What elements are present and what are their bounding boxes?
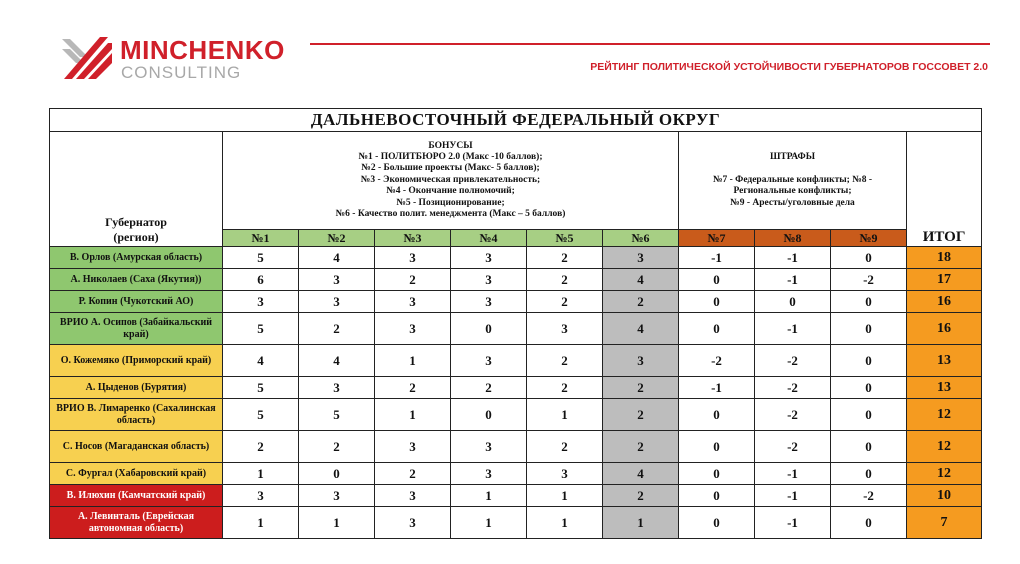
score-cell: 1 <box>527 399 603 431</box>
criterion-header: №6 <box>603 230 679 247</box>
table-row <box>50 291 982 313</box>
score-cell: 3 <box>603 345 679 377</box>
governor-header-line: Губернатор <box>105 215 167 229</box>
score-cell: 3 <box>375 485 451 507</box>
score-cell: 0 <box>831 247 907 269</box>
score-cell: 3 <box>223 485 299 507</box>
logo-stripes-icon <box>62 33 112 81</box>
score-cell: 3 <box>299 291 375 313</box>
criterion-header: №5 <box>527 230 603 247</box>
total-score: 16 <box>907 291 982 313</box>
score-cell: -2 <box>755 399 831 431</box>
fines-header <box>679 132 907 230</box>
criterion-header: №2 <box>299 230 375 247</box>
score-cell: 2 <box>603 291 679 313</box>
score-cell: 5 <box>223 377 299 399</box>
score-cell: 2 <box>603 377 679 399</box>
score-cell: 2 <box>527 431 603 463</box>
score-cell: -2 <box>679 345 755 377</box>
table-row <box>50 463 982 485</box>
score-cell: 3 <box>375 247 451 269</box>
governor-name: В. Илюхин (Камчатский край) <box>50 485 223 507</box>
score-cell: 3 <box>451 291 527 313</box>
bonus-line: №6 - Качество полит. менеджмента (Макс – 5 баллов) <box>335 209 566 220</box>
score-cell: 2 <box>451 377 527 399</box>
score-cell: 3 <box>451 247 527 269</box>
score-cell: 4 <box>299 247 375 269</box>
total-score: 12 <box>907 431 982 463</box>
score-cell: -1 <box>755 313 831 345</box>
score-cell: 2 <box>527 269 603 291</box>
governor-name: В. Орлов (Амурская область) <box>50 247 223 269</box>
total-score: 7 <box>907 507 982 539</box>
score-cell: 5 <box>223 247 299 269</box>
bonus-line: №2 - Большие проекты (Макс- 5 баллов); <box>361 163 540 174</box>
score-cell: 2 <box>527 247 603 269</box>
score-cell: 2 <box>375 463 451 485</box>
total-score: 10 <box>907 485 982 507</box>
score-cell: 2 <box>603 485 679 507</box>
score-cell: 1 <box>603 507 679 539</box>
score-cell: 3 <box>451 463 527 485</box>
score-cell: -1 <box>679 247 755 269</box>
score-cell: 3 <box>299 485 375 507</box>
table-row <box>50 431 982 463</box>
score-cell: 4 <box>299 345 375 377</box>
score-cell: -2 <box>831 269 907 291</box>
fines-title: ШТРАФЫ <box>769 151 816 162</box>
total-score: 17 <box>907 269 982 291</box>
score-cell: 3 <box>375 291 451 313</box>
region-header-line: (регион) <box>113 230 159 244</box>
score-cell: 1 <box>299 507 375 539</box>
score-cell: 0 <box>679 485 755 507</box>
governor-name: А. Цыденов (Бурятия) <box>50 377 223 399</box>
score-cell: 0 <box>679 431 755 463</box>
score-cell: 0 <box>831 431 907 463</box>
score-cell: 2 <box>375 269 451 291</box>
bonus-line: №1 - ПОЛИТБЮРО 2.0 (Макс -10 баллов); <box>358 151 543 162</box>
bonus-title: БОНУСЫ <box>428 140 473 151</box>
score-cell: 1 <box>527 485 603 507</box>
score-cell: 1 <box>451 485 527 507</box>
table-row <box>50 507 982 539</box>
score-cell: 5 <box>223 313 299 345</box>
score-cell: 0 <box>679 507 755 539</box>
rating-table <box>49 108 982 539</box>
logo-title: MINCHENKO <box>120 35 285 65</box>
score-cell: 4 <box>223 345 299 377</box>
total-score: 18 <box>907 247 982 269</box>
governor-name: ВРИО А. Осипов (Забайкальский край) <box>50 313 223 345</box>
score-cell: 0 <box>831 291 907 313</box>
governor-name: О. Кожемяко (Приморский край) <box>50 345 223 377</box>
score-cell: 3 <box>299 269 375 291</box>
score-cell: 3 <box>451 345 527 377</box>
total-score: 13 <box>907 377 982 399</box>
score-cell: 0 <box>831 507 907 539</box>
score-cell: -2 <box>831 485 907 507</box>
score-cell: 0 <box>831 377 907 399</box>
score-cell: 2 <box>299 313 375 345</box>
table-row <box>50 377 982 399</box>
score-cell: 2 <box>603 431 679 463</box>
score-cell: 2 <box>223 431 299 463</box>
score-cell: 3 <box>527 463 603 485</box>
score-cell: 4 <box>603 269 679 291</box>
criterion-header: №4 <box>451 230 527 247</box>
score-cell: 0 <box>831 313 907 345</box>
score-cell: -1 <box>755 269 831 291</box>
score-cell: 3 <box>527 313 603 345</box>
score-cell: 5 <box>299 399 375 431</box>
score-cell: 5 <box>223 399 299 431</box>
score-cell: 1 <box>375 399 451 431</box>
score-cell: 0 <box>679 269 755 291</box>
total-column-header: ИТОГ <box>907 132 982 247</box>
total-score: 12 <box>907 399 982 431</box>
governor-name: А. Левинталь (Еврейская автономная область) <box>50 507 223 539</box>
fines-line: №7 - Федеральные конфликты; №8 - <box>712 174 873 185</box>
table-row <box>50 485 982 507</box>
criterion-header: №7 <box>679 230 755 247</box>
score-cell: 4 <box>603 313 679 345</box>
score-cell: 3 <box>223 291 299 313</box>
score-cell: 1 <box>223 507 299 539</box>
district-title: ДАЛЬНЕВОСТОЧНЫЙ ФЕДЕРАЛЬНЫЙ ОКРУГ <box>50 109 982 132</box>
score-cell: -1 <box>679 377 755 399</box>
score-cell: 0 <box>451 399 527 431</box>
score-cell: 2 <box>375 377 451 399</box>
table-row <box>50 269 982 291</box>
score-cell: 2 <box>527 291 603 313</box>
table-row <box>50 399 982 431</box>
score-cell: 0 <box>831 399 907 431</box>
governor-name: Р. Копин (Чукотский АО) <box>50 291 223 313</box>
total-score: 16 <box>907 313 982 345</box>
fines-line: Региональные конфликты; <box>733 186 852 197</box>
score-cell: 1 <box>375 345 451 377</box>
score-cell: -1 <box>755 507 831 539</box>
governor-column-header <box>50 132 223 247</box>
score-cell: 3 <box>375 313 451 345</box>
fines-line: №9 - Аресты/уголовные дела <box>730 197 855 208</box>
score-cell: 0 <box>831 345 907 377</box>
score-cell: 2 <box>527 345 603 377</box>
score-cell: 3 <box>299 377 375 399</box>
score-cell: 3 <box>375 507 451 539</box>
bonus-line: №4 - Окончание полномочий; <box>386 186 515 197</box>
score-cell: -1 <box>755 463 831 485</box>
bonus-line: №5 - Позиционирование; <box>396 197 505 208</box>
criterion-header: №9 <box>831 230 907 247</box>
score-cell: 3 <box>451 431 527 463</box>
score-cell: 0 <box>679 313 755 345</box>
score-cell: 0 <box>299 463 375 485</box>
criterion-header: №3 <box>375 230 451 247</box>
table-row <box>50 345 982 377</box>
table-row <box>50 247 982 269</box>
score-cell: 0 <box>755 291 831 313</box>
score-cell: 2 <box>603 399 679 431</box>
total-score: 13 <box>907 345 982 377</box>
score-cell: 6 <box>223 269 299 291</box>
report-title: РЕЙТИНГ ПОЛИТИЧЕСКОЙ УСТОЙЧИВОСТИ ГУБЕРНАТОРОВ ГОССОВЕТ 2.0 <box>590 61 988 73</box>
score-cell: 0 <box>679 291 755 313</box>
score-cell: -2 <box>755 377 831 399</box>
score-cell: 1 <box>527 507 603 539</box>
score-cell: 3 <box>603 247 679 269</box>
score-cell: 0 <box>831 463 907 485</box>
total-score: 12 <box>907 463 982 485</box>
criterion-header: №1 <box>223 230 299 247</box>
header-divider <box>310 43 990 45</box>
governor-name: А. Николаев (Саха (Якутия)) <box>50 269 223 291</box>
governor-name: С. Фургал (Хабаровский край) <box>50 463 223 485</box>
governor-name: ВРИО В. Лимаренко (Сахалинская область) <box>50 399 223 431</box>
score-cell: -2 <box>755 345 831 377</box>
score-cell: 0 <box>451 313 527 345</box>
score-cell: -2 <box>755 431 831 463</box>
score-cell: 4 <box>603 463 679 485</box>
score-cell: 1 <box>223 463 299 485</box>
bonus-line: №3 - Экономическая привлекательность; <box>360 174 541 185</box>
table-row <box>50 313 982 345</box>
score-cell: 2 <box>299 431 375 463</box>
score-cell: 0 <box>679 463 755 485</box>
score-cell: 0 <box>679 399 755 431</box>
score-cell: -1 <box>755 485 831 507</box>
score-cell: 2 <box>527 377 603 399</box>
score-cell: 3 <box>375 431 451 463</box>
score-cell: 3 <box>451 269 527 291</box>
governor-name: С. Носов (Магаданская область) <box>50 431 223 463</box>
score-cell: 1 <box>451 507 527 539</box>
score-cell: -1 <box>755 247 831 269</box>
criterion-header: №8 <box>755 230 831 247</box>
bonus-header <box>223 132 679 230</box>
logo-subtitle: CONSULTING <box>121 63 242 82</box>
